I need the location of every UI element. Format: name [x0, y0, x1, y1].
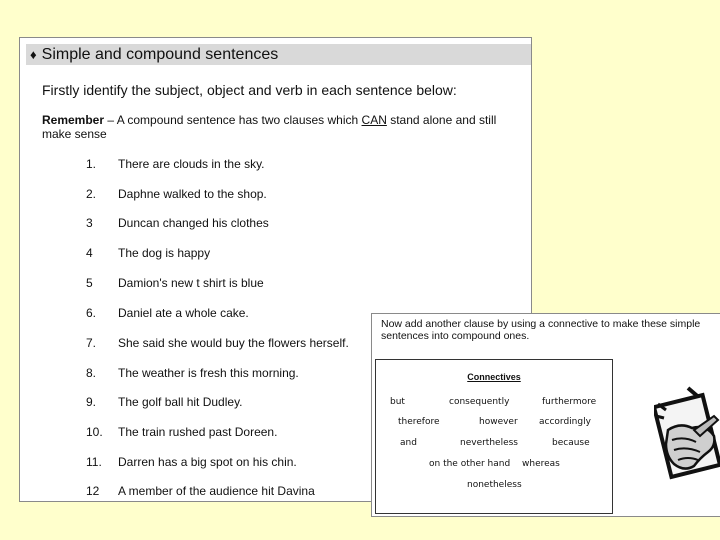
- sentence-text: A member of the audience hit Davina: [118, 484, 315, 498]
- sentence-text: Daniel ate a whole cake.: [118, 306, 249, 320]
- connective-word: on the other hand: [429, 459, 511, 469]
- sentence-number: 9.: [86, 395, 97, 409]
- connective-word: consequently: [449, 397, 510, 407]
- connective-word: nonetheless: [467, 480, 522, 490]
- sentence-text: The golf ball hit Dudley.: [118, 395, 243, 409]
- remember-text-post: stand alone and still make sense: [42, 113, 497, 141]
- diamond-bullet-icon: ♦: [30, 47, 37, 62]
- sentence-number: 1.: [86, 157, 97, 171]
- sentence-text: The weather is fresh this morning.: [118, 366, 299, 380]
- remember-underlined: CAN: [361, 113, 387, 127]
- panel-instruction: Now add another clause by using a connective to make these simple sentences into compound ones.: [381, 318, 701, 342]
- hand-writing-clipart-icon: [654, 386, 720, 481]
- connective-word: therefore: [398, 417, 440, 427]
- sentence-text: The train rushed past Doreen.: [118, 425, 278, 439]
- remember-label: Remember: [42, 113, 105, 127]
- sentence-number: 7.: [86, 336, 97, 350]
- connective-word: accordingly: [539, 417, 591, 427]
- worksheet-title-bar: [26, 44, 531, 65]
- connectives-box: [375, 359, 613, 514]
- sentence-text: She said she would buy the flowers herself.: [118, 336, 349, 350]
- sentence-number: 10.: [86, 425, 103, 439]
- connective-word: however: [479, 417, 518, 427]
- sentence-text: The dog is happy: [118, 246, 211, 260]
- sentence-number: 6.: [86, 306, 97, 320]
- connective-word: whereas: [522, 459, 560, 469]
- sentence-number: 5: [86, 276, 93, 290]
- connective-word: but: [390, 397, 405, 407]
- sentence-text: Duncan changed his clothes: [118, 216, 269, 230]
- connective-word: and: [400, 438, 417, 448]
- sentence-text: Darren has a big spot on his chin.: [118, 455, 297, 469]
- remember-note: [42, 113, 522, 141]
- sentence-number: 3: [86, 216, 93, 230]
- sentence-text: Damion's new t shirt is blue: [118, 276, 264, 290]
- connective-word: furthermore: [542, 397, 597, 407]
- sentence-number: 11.: [86, 455, 102, 469]
- sentence-text: Daphne walked to the shop.: [118, 187, 267, 201]
- remember-text-pre: – A compound sentence has two clauses which: [104, 113, 362, 127]
- sentence-text: There are clouds in the sky.: [118, 157, 265, 171]
- connective-word: nevertheless: [460, 438, 518, 448]
- sentence-number: 4: [86, 246, 93, 260]
- sentence-number: 8.: [86, 366, 97, 380]
- worksheet-title: Simple and compound sentences: [41, 46, 279, 63]
- connective-word: because: [552, 438, 590, 448]
- connectives-panel: [371, 313, 720, 517]
- connectives-title: Connectives: [467, 372, 521, 382]
- worksheet-instruction: Firstly identify the subject, object and verb in each sentence below:: [42, 82, 457, 98]
- sentence-number: 2.: [86, 187, 97, 201]
- sentence-number: 12: [86, 484, 100, 498]
